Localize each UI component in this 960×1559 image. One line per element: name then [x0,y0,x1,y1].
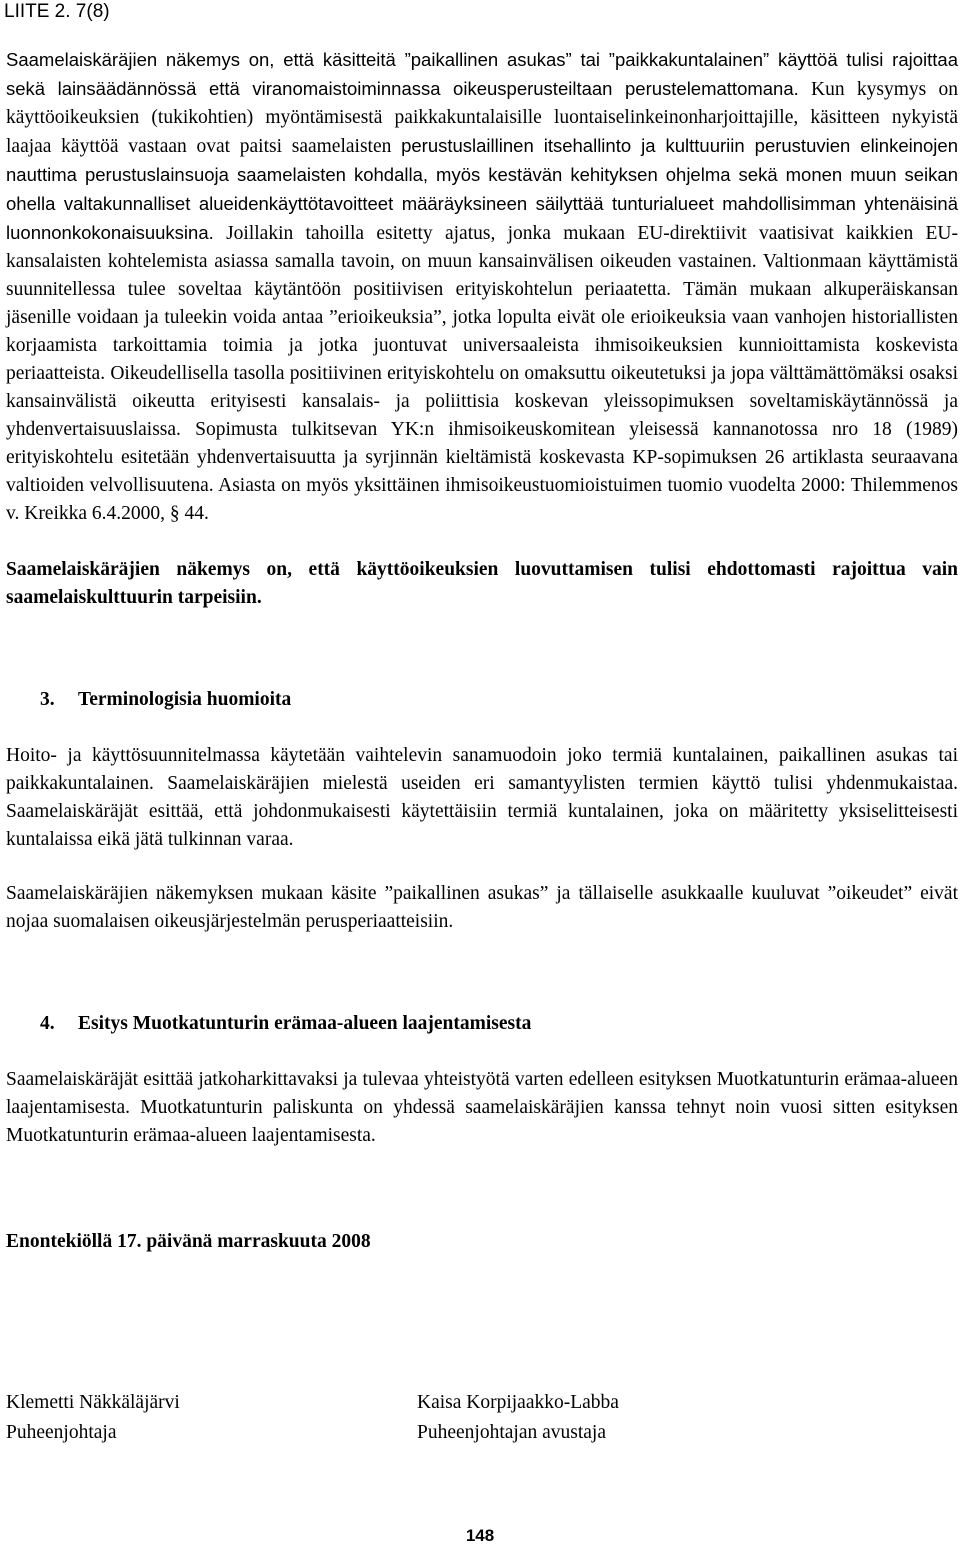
section-3-paragraph-2: Saamelaiskäräjien näkemyksen mukaan käsite ”paikallinen asukas” ja tällaiselle asukkaalle kuuluvat ”oikeudet” eivät nojaa suomalaisen oikeusjärjestelmän perusperiaatteisiin. [6,883,958,932]
section-4-paragraph: Saamelaiskäräjät esittää jatkoharkittavaksi ja tulevaa yhteistyötä varten edelleen esityksen Muotkatunturin erämaa-alueen laajentamisesta. Muotkatunturin paliskunta on yhdessä saamelaiskäräjien kanssa tehnyt noin vuosi sitten esityksen Muotkatunturin erämaa-alueen laajentamisesta. [6,1069,958,1146]
section-3-number: 3. [40,689,55,710]
section-4-number: 4. [40,1013,55,1034]
section-4-title: Esitys Muotkatunturin erämaa-alueen laajentamisesta [78,1013,532,1034]
page-header: LIITE 2. 7(8) [4,1,110,22]
conclusion-statement: Saamelaiskäräjien näkemys on, että käyttöoikeuksien luovuttamisen tulisi ehdottomasti rajoittua vain saamelaiskulttuurin tarpeisiin. [6,559,958,608]
paragraph-rights [6,46,958,528]
document-body [6,22,958,1256]
page-number: 148 [465,1526,495,1545]
section-3-heading [6,686,958,714]
signatory-name: Klemetti Näkkäläjärvi [6,1392,180,1413]
signatory-title: Puheenjohtajan avustaja [417,1422,606,1443]
signature-left [6,1388,180,1448]
paragraph-rights-part4: Joillakin tahoilla esitetty ajatus, jonka mukaan EU-direktiivit vaatisivat kaikkien EU-kansalaisten kohtelemista asiassa samalla tavoin, on muun kansainvälisen oikeuden vastainen. Valtionmaan käyttämistä suunnitellessa tulee soveltaa käytäntöön positiivisen erityiskohtelun periaatetta. Tämän mukaan alkuperäiskansan jäsenille voidaan ja tuleekin voida antaa ”erioikeuksia”, jotka lopulta eivät ole erioikeuksia vaan vanhojen historiallisten korjaamista tarkoittamia toimia ja jotka juontuvat universaaleista ihmisoikeuksien kunnioittamista koskevista periaatteista. Oikeudellisella tasolla positiivinen erityiskohtelu on omaksuttu oikeutetuksi ja jopa välttämättömäksi osaksi kansainvälistä oikeutta erityisesti kansalais- ja poliittisia koskevan yleissopimuksen soveltamiskäytännössä ja yhdenvertaisuuslaissa. Sopimusta tulkitsevan YK:n ihmisoikeuskomitean yleisessä kannanotossa nro 18 (1989) erityiskohtelu esitetään yhdenvertaisuutta ja syrjinnän kieltämistä koskevasta KP-sopimuksen 26 artiklasta seuraavana valtioiden velvollisuutena. Asiasta on myös yksittäinen ihmisoikeustuomioistuimen tuomio vuodelta 2000: Thilemmenos v. Kreikka 6.4.2000, § 44. [6,223,958,524]
paragraph-rights-part2: Kun kysymys on käyttöoikeuksien (tukikohtien) myöntämisestä paikkakuntalaisille luontaiselinkeinonharjoittajille, käsitteen nykyistä laajaa käyttöä vastaan ovat paitsi saamelaisten [6,79,958,157]
section-3-paragraph-1: Hoito- ja käyttösuunnitelmassa käytetään vaihtelevin sanamuodoin joko termiä kuntalainen, paikallinen asukas tai paikkakuntalainen. Saamelaiskäräjien mielestä useiden eri samantyylisten termien käyttö tulisi yhdenmukaistaa. Saamelaiskäräjät esittää, että johdonmukaisesti käytettäisiin termiä kuntalainen, joka on määritetty yksiselitteisesti kuntalaissa eikä jätä tulkinnan varaa. [6,745,958,850]
paragraph-rights-part1: Saamelaiskäräjien näkemys on, että käsitteitä ”paikallinen asukas” tai ”paikkakuntalainen” käyttöä tulisi rajoittaa sekä lainsäädännössä että viranomaistoiminnassa oikeusperusteiltaan perustelemattomana. [6,49,958,99]
signature-right [417,1388,619,1448]
section-3-title: Terminologisia huomioita [78,689,292,710]
date-line: Enontekiöllä 17. päivänä marraskuuta 2008 [6,1231,371,1252]
section-4-heading [6,1010,958,1038]
signatory-name: Kaisa Korpijaakko-Labba [417,1392,619,1413]
paragraph-rights-part3: perustuslaillinen itsehallinto ja kulttuuriin perustuvien elinkeinojen nauttima perustuslainsuoja saamelaisten kohdalla, myös kestävän kehityksen ohjelma sekä monen muun seikan ohella valtakunnalliset alueidenkäyttötavoitteet määräyksineen säilyttää tunturialueet mahdollisimman yhtenäisinä luonnonkokonaisuuksina. [6,135,958,243]
signatory-title: Puheenjohtaja [6,1422,117,1443]
